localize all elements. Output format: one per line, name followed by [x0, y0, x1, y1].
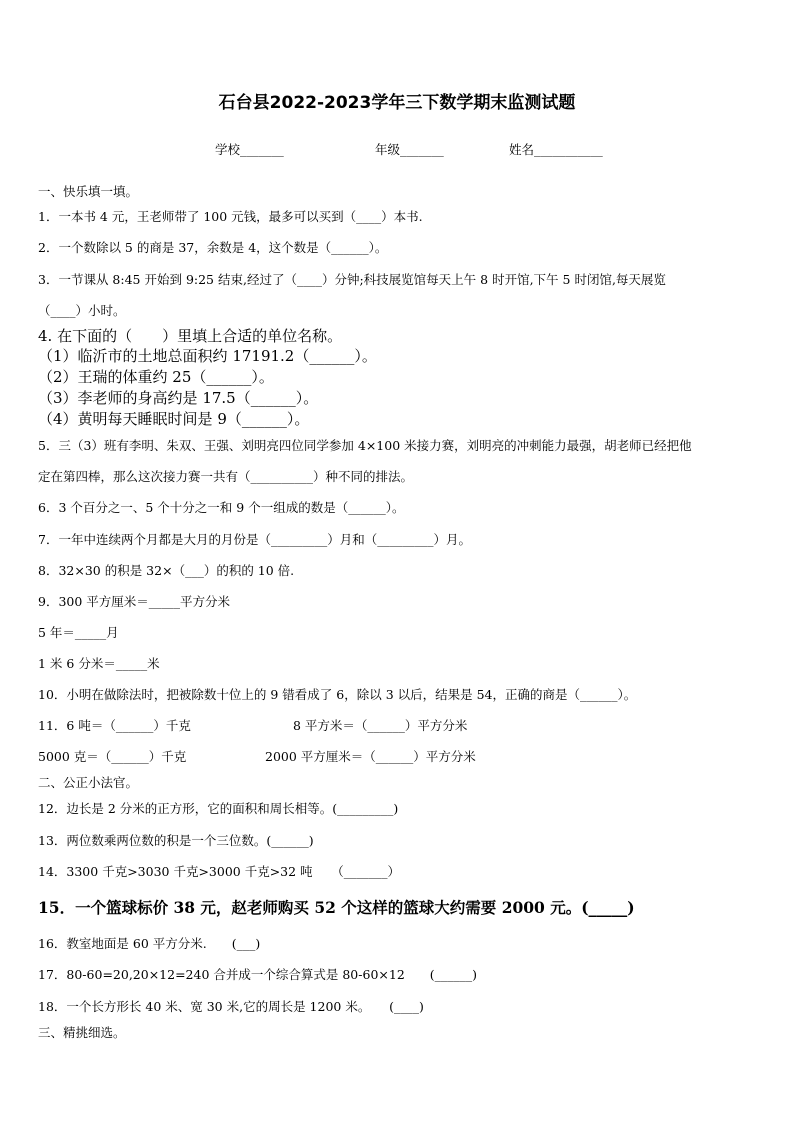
question-2: 2．一个数除以 5 的商是 37，余数是 4，这个数是（______）。 [38, 240, 388, 255]
question-1: 1．一本书 4 元，王老师带了 100 元钱，最多可以买到（____）本书. [38, 209, 423, 224]
question-17: 17．80-60=20,20×12=240 合并成一个综合算式是 80-60×12 (______) [38, 967, 478, 982]
question-4: 4. 在下面的（ ）里填上合适的单位名称。 [38, 327, 343, 345]
question-5-continued: 定在第四棒，那么这次接力赛一共有（__________）种不同的排法。 [38, 469, 414, 484]
question-18: 18．一个长方形长 40 米、宽 30 米,它的周长是 1200 米。 (____) [38, 999, 424, 1014]
question-5: 5．三（3）班有李明、朱双、王强、刘明亮四位同学参加 4×100 米接力赛，刘明亮的冲刺能力最强，胡老师已经把他 [38, 438, 692, 453]
question-8: 8．32×30 的积是 32×（___）的积的 10 倍. [38, 563, 295, 578]
question-16: 16．教室地面是 60 平方分米. (___) [38, 936, 261, 951]
question-3-continued: （____）小时。 [38, 303, 126, 318]
question-4-item: （4）黄明每天睡眠时间是 9（______）。 [38, 410, 310, 428]
question-4-item: （3）李老师的身高约是 17.5（______）。 [38, 389, 319, 407]
question-4-item: （2）王瑞的体重约 25（______）。 [38, 368, 274, 386]
section-heading: 一、快乐填一填。 [38, 184, 139, 199]
question-13: 13．两位数乘两位数的积是一个三位数。(______) [38, 833, 314, 848]
question-12: 12．边长是 2 分米的正方形，它的面积和周长相等。(_________) [38, 801, 399, 816]
question-6: 6．3 个百分之一、5 个十分之一和 9 个一组成的数是（______）。 [38, 500, 405, 515]
question-9-item: 1 米 6 分米＝_____米 [38, 656, 160, 671]
question-11-item: 8 平方米＝（______）平方分米 [293, 718, 468, 733]
question-11-item: 5000 克＝（______）千克 [38, 749, 187, 764]
question-15: 15．一个篮球标价 38 元，赵老师购买 52 个这样的篮球大约需要 2000 元。(_____) [38, 898, 635, 917]
question-11-item: 2000 平方厘米＝（______）平方分米 [265, 749, 476, 764]
question-10: 10．小明在做除法时，把被除数十位上的 9 错看成了 6，除以 3 以后，结果是 54，正确的商是（______）。 [38, 687, 637, 702]
grade-field: 年级_______ [375, 142, 444, 157]
question-9: 9．300 平方厘米＝_____平方分米 [38, 594, 231, 609]
question-4-item: （1）临沂市的土地总面积约 17191.2（______）。 [38, 347, 377, 365]
question-7: 7．一年中连续两个月都是大月的月份是（_________）月和（_________）月。 [38, 532, 471, 547]
page-title: 石台县2022-2023学年三下数学期末监测试题 [218, 93, 576, 113]
question-3: 3．一节课从 8:45 开始到 9:25 结束,经过了（____）分钟;科技展览馆每天上午 8 时开馆,下午 5 时闭馆,每天展览 [38, 272, 666, 287]
section-heading: 三、精挑细选。 [38, 1025, 126, 1040]
question-11: 11．6 吨＝（______）千克 [38, 718, 191, 733]
question-14: 14．3300 千克>3030 千克>3000 千克>32 吨 （_______） [38, 864, 401, 879]
question-9-item: 5 年＝_____月 [38, 625, 119, 640]
name-field: 姓名___________ [509, 142, 603, 157]
school-field: 学校_______ [215, 142, 284, 157]
section-heading: 二、公正小法官。 [38, 775, 139, 790]
